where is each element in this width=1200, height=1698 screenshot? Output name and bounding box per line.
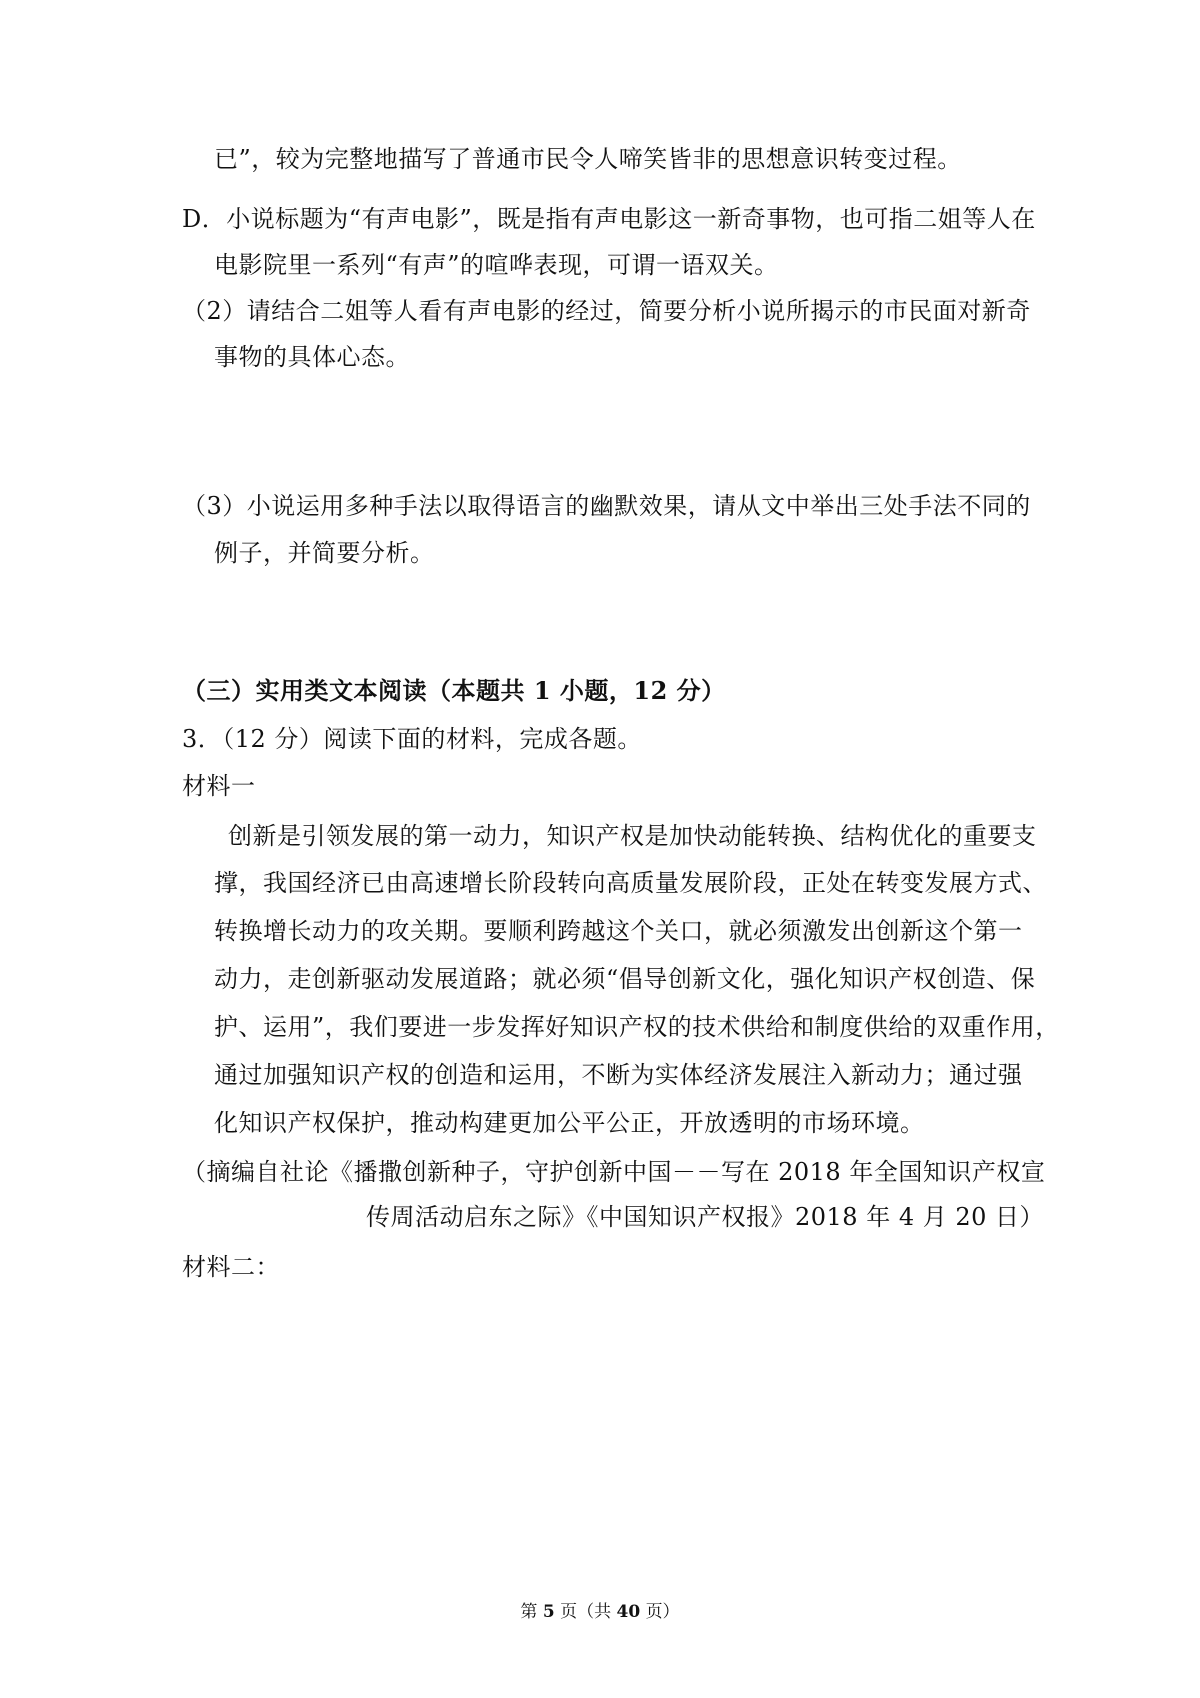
- question-2: （2）请结合二姐等人看有声电影的经过，简要分析小说所揭示的市民面对新奇: [182, 297, 1031, 325]
- material-1-paragraph-line: 创新是引领发展的第一动力，知识产权是加快动能转换、结构优化的重要支: [228, 822, 1037, 850]
- total-pages: 40: [616, 1602, 641, 1622]
- option-d-continuation: 电影院里一系列“有声”的喧哗表现，可谓一语双关。: [214, 251, 779, 279]
- material-1-paragraph-line: 转换增长动力的攻关期。要顺利跨越这个关口，就必须激发出创新这个第一: [214, 917, 1023, 945]
- page-number: 5: [542, 1602, 555, 1622]
- footer-suffix: 页）: [645, 1602, 680, 1622]
- material-1-paragraph-line: 撑，我国经济已由高速增长阶段转向高质量发展阶段，正处在转变发展方式、: [214, 869, 1047, 897]
- material-1-paragraph-line: 化知识产权保护，推动构建更加公平公正，开放透明的市场环境。: [214, 1109, 925, 1137]
- material-1-paragraph-line: 动力，走创新驱动发展道路；就必须“倡导创新文化，强化知识产权创造、保: [214, 965, 1036, 993]
- question-2-continuation: 事物的具体心态。: [214, 343, 410, 371]
- question-3-prompt: 3．（12 分）阅读下面的材料，完成各题。: [182, 725, 642, 753]
- question-3: （3）小说运用多种手法以取得语言的幽默效果，请从文中举出三处手法不同的: [182, 492, 1031, 520]
- material-1-paragraph-line: 护、运用”，我们要进一步发挥好知识产权的技术供给和制度供给的双重作用，: [214, 1013, 1060, 1041]
- page-footer: [0, 1600, 1200, 1624]
- material-2-label: 材料二：: [182, 1253, 280, 1281]
- option-d: D．小说标题为“有声电影”，既是指有声电影这一新奇事物，也可指二姐等人在: [182, 205, 1036, 233]
- footer-prefix: 第: [520, 1602, 538, 1622]
- question-3-continuation: 例子，并简要分析。: [214, 539, 435, 567]
- material-1-paragraph-line: 通过加强知识产权的创造和运用，不断为实体经济发展注入新动力；通过强: [214, 1061, 1023, 1089]
- citation: （摘编自社论《播撒创新种子，守护创新中国－－写在 2018 年全国知识产权宣: [182, 1158, 1046, 1186]
- citation-continuation: 传周活动启东之际》《中国知识产权报》2018 年 4 月 20 日）: [366, 1203, 1045, 1231]
- footer-middle: 页（共: [560, 1602, 612, 1622]
- material-1-label: 材料一: [182, 772, 256, 800]
- section-heading: （三）实用类文本阅读（本题共 1 小题，12 分）: [182, 676, 726, 705]
- option-c-continuation: 已”，较为完整地描写了普通市民令人啼笑皆非的思想意识转变过程。: [214, 145, 962, 173]
